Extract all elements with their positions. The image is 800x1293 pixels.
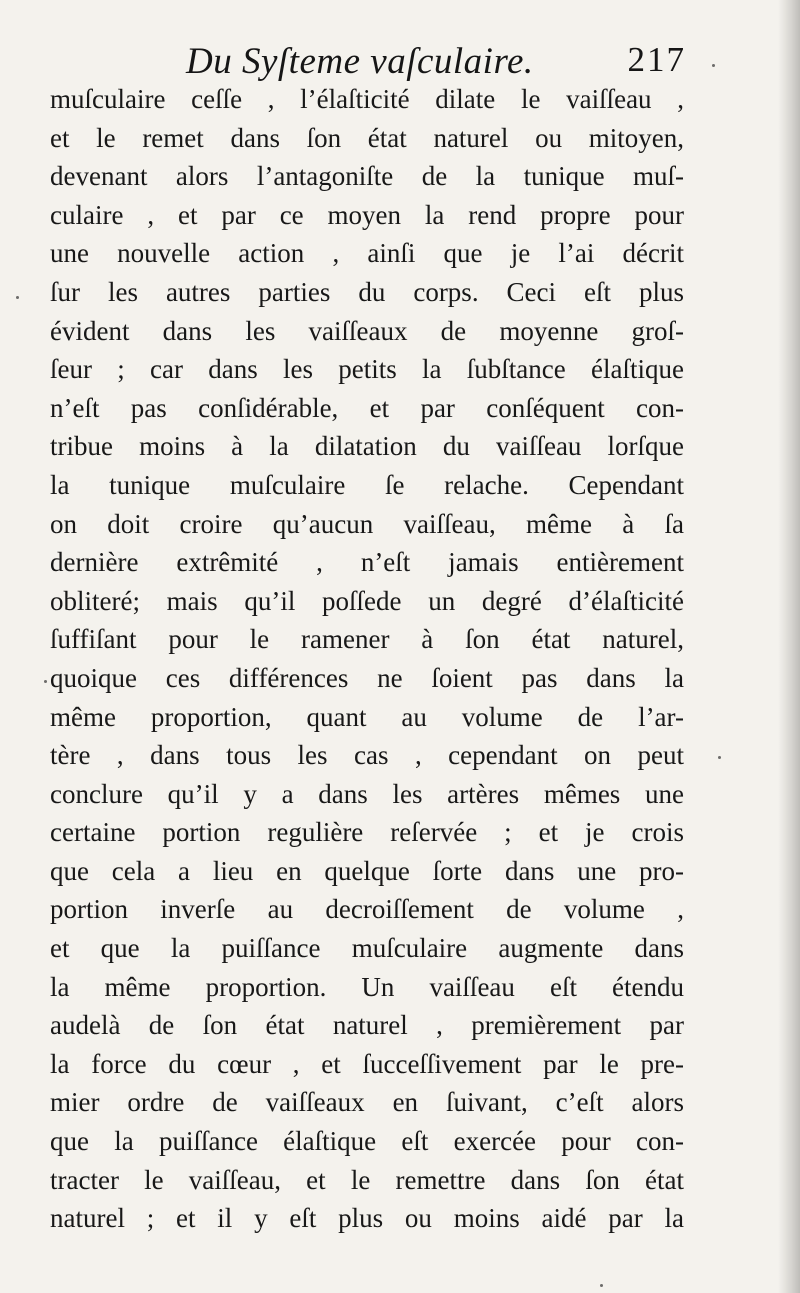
text-line: audelà de ſon état naturel , premièrement par xyxy=(50,1010,684,1041)
ink-speck xyxy=(600,1284,603,1287)
body-text xyxy=(50,80,684,1238)
text-line: que la puiſſance élaſtique eſt exercée pour con- xyxy=(50,1126,684,1157)
text-line: même proportion, quant au volume de l’ar- xyxy=(50,701,684,732)
text-line: la tunique muſculaire ſe relache. Cependant xyxy=(50,469,684,500)
text-line: tracter le vaiſſeau, et le remettre dans ſon état xyxy=(50,1164,684,1195)
text-line: que cela a lieu en quelque ſorte dans une pro- xyxy=(50,855,684,886)
text-line: évident dans les vaiſſeaux de moyenne groſ- xyxy=(50,315,684,346)
text-line: ſuffiſant pour le ramener à ſon état naturel, xyxy=(50,624,684,655)
text-line: et que la puiſſance muſculaire augmente dans xyxy=(50,933,684,964)
text-line: quoique ces différences ne ſoient pas dans la xyxy=(50,662,684,693)
text-line: une nouvelle action , ainſi que je l’ai décrit xyxy=(50,238,684,269)
running-title: Du Syſteme vaſculaire. xyxy=(186,41,534,82)
text-line: la force du cœur , et ſucceſſivement par le pre- xyxy=(50,1048,684,1079)
text-line: obliteré; mais qu’il poſſede un degré d’élaſticité xyxy=(50,585,684,616)
text-line: et le remet dans ſon état naturel ou mitoyen, xyxy=(50,122,684,153)
text-line: muſculaire ceſſe , l’élaſticité dilate le vaiſſeau , xyxy=(50,84,684,114)
ink-speck xyxy=(712,64,715,67)
text-line: dernière extrêmité , n’eſt jamais entièrement xyxy=(50,547,684,578)
text-line: mier ordre de vaiſſeaux en ſuivant, c’eſt alors xyxy=(50,1087,684,1118)
text-line: devenant alors l’antagoniſte de la tunique muſ- xyxy=(50,161,684,192)
text-line: culaire , et par ce moyen la rend propre pour xyxy=(50,199,684,230)
text-line: conclure qu’il y a dans les artères mêmes une xyxy=(50,778,684,809)
text-line: ſur les autres parties du corps. Ceci eſt plus xyxy=(50,276,684,307)
page-edge-shadow xyxy=(778,0,800,1293)
ink-speck xyxy=(16,296,19,299)
text-line: n’eſt pas conſidérable, et par conſéquent con- xyxy=(50,392,684,423)
text-line: on doit croire qu’aucun vaiſſeau, même à ſa xyxy=(50,508,684,539)
text-line: ſeur ; car dans les petits la ſubſtance élaſtique xyxy=(50,354,684,385)
page-number: 217 xyxy=(627,40,686,79)
text-line: tribue moins à la dilatation du vaiſſeau lorſque xyxy=(50,431,684,462)
text-line: certaine portion regulière reſervée ; et je crois xyxy=(50,817,684,848)
text-line: la même proportion. Un vaiſſeau eſt étendu xyxy=(50,971,684,1002)
text-line: naturel ; et il y eſt plus ou moins aidé par la xyxy=(50,1203,684,1234)
text-line: tère , dans tous les cas , cependant on peut xyxy=(50,740,684,771)
ink-speck xyxy=(44,680,47,683)
ink-speck xyxy=(718,756,721,759)
text-line: portion inverſe au decroiſſement de volume , xyxy=(50,894,684,925)
